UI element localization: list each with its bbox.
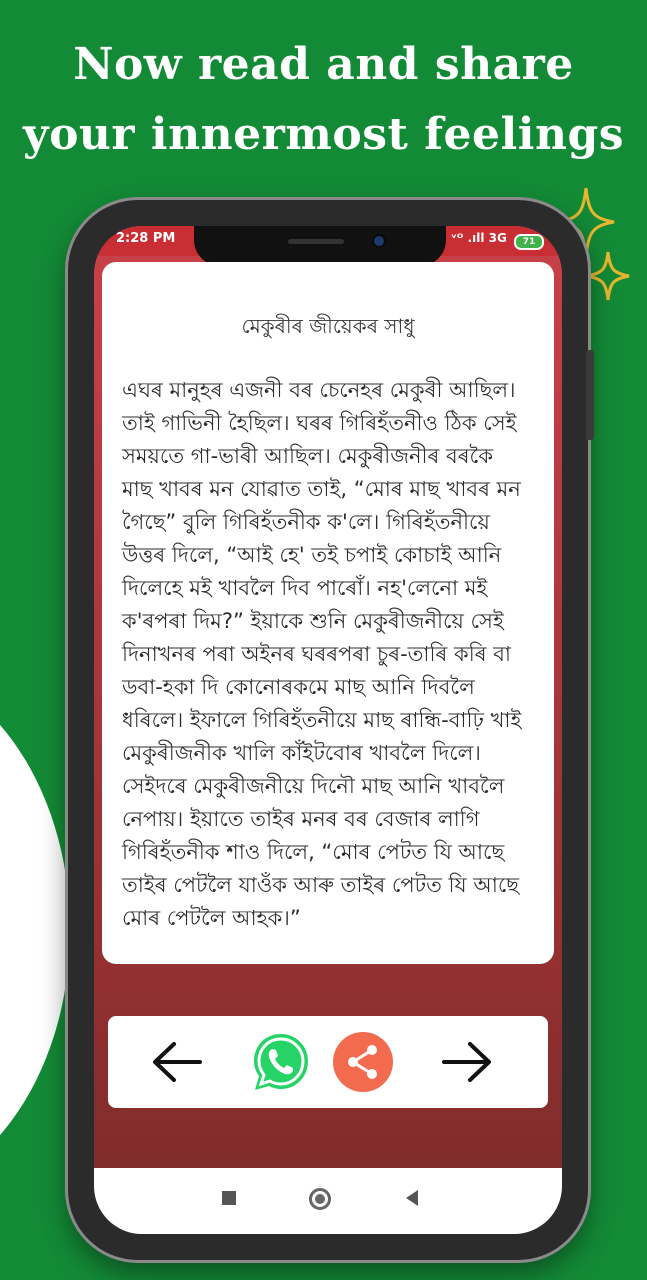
- story-card: [102, 262, 554, 964]
- home-button[interactable]: [309, 1188, 331, 1210]
- background-decor-circle: [0, 660, 70, 1200]
- arrow-left-icon: [150, 1040, 204, 1084]
- arrow-right-icon: [440, 1040, 494, 1084]
- promo-headline: [0, 30, 647, 170]
- headline-line-2: your innermost feelings: [23, 109, 624, 160]
- phone-side-button: [586, 350, 594, 440]
- earpiece-speaker: [288, 239, 344, 244]
- next-story-button[interactable]: [432, 1024, 502, 1100]
- front-camera: [374, 236, 384, 246]
- whatsapp-icon: [249, 1030, 313, 1094]
- previous-story-button[interactable]: [142, 1024, 212, 1100]
- battery-icon: [514, 234, 544, 250]
- story-title: মেকুৰীৰ জীয়েকৰ সাধু: [241, 314, 415, 338]
- back-button[interactable]: [406, 1190, 418, 1206]
- network-indicator: ᵛᴼ .ıll 3G: [450, 231, 507, 245]
- status-time: 2:28 PM: [116, 231, 176, 246]
- story-body: এঘৰ মানুহৰ এজনী বৰ চেনেহৰ মেকুৰী আছিল। তাই গাভিনী হৈছিল। ঘৰৰ গিৰিহঁতনীও ঠিক সেই সময়তে গা-ভাৰী আছিল। মেকুৰীজনীৰ বৰকৈ মাছ খাবৰ মন যোৱাত তাই, “মোৰ মাছ খাবৰ মন গৈছে” বুলি গিৰিহঁতনীক ক'লে। গিৰিহঁতনীয়ে উত্তৰ দিলে, “আই হে' তই চপাই কোচাই আনি দিলেহে মই খাবলৈ দিব পাৰোঁ। নহ'লেনো মই ক'ৰপৰা দিম?” ইয়াকে শুনি মেকুৰীজনীয়ে সেই দিনাখনৰ পৰা অইনৰ ঘৰৰপৰা চুৰ-তাৰি কৰি বা ডবা-হকা দি কোনোৰকমে মাছ আনি দিবলৈ ধৰিলে। ইফালে গিৰিহঁতনীয়ে মাছ ৰান্ধি-বাঢ়ি খাই মেকুৰীজনীক খালি কাঁইটবোৰ খাবলৈ দিলে। সেইদৰে মেকুৰীজনীয়ে দিনৌ মাছ আনি খাবলৈ নেপায়। ইয়াতে তাইৰ মনৰ বৰ বেজাৰ লাগি গিৰিহঁতনীক শাও দিলে, “মোৰ পেটত যি আছে তাইৰ পেটলৈ যাওঁক আৰু তাইৰ পেটত যি আছে মোৰ পেটলৈ আহক।”: [122, 378, 522, 930]
- share-icon: [331, 1030, 395, 1094]
- whatsapp-share-button[interactable]: [248, 1024, 314, 1100]
- battery-level: 71: [522, 237, 536, 247]
- headline-line-1: Now read and share: [73, 39, 574, 90]
- phone-screen: [94, 226, 562, 1234]
- recent-apps-button[interactable]: [222, 1191, 236, 1205]
- android-nav-bar: [94, 1168, 562, 1234]
- story-action-bar: [108, 1016, 548, 1108]
- phone-frame: [68, 200, 588, 1260]
- share-button[interactable]: [330, 1024, 396, 1100]
- sparkle-small-icon: [585, 250, 631, 302]
- phone-notch: [194, 226, 446, 266]
- status-indicators: [451, 231, 544, 250]
